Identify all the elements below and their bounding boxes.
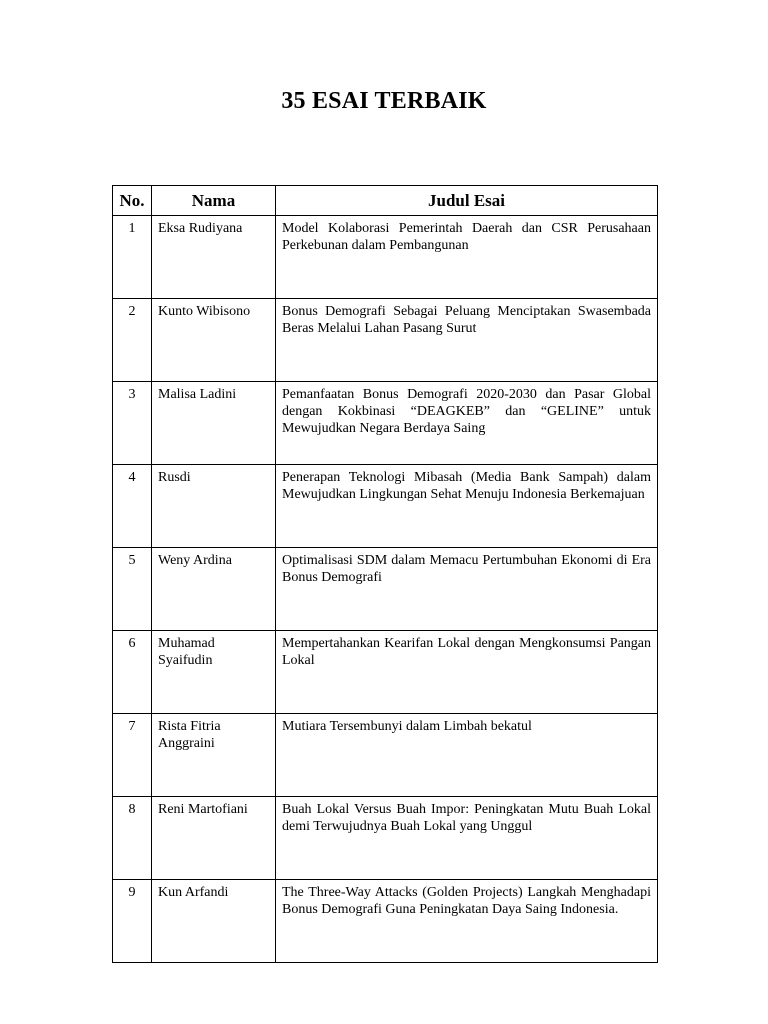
row-number: 6 xyxy=(113,631,152,714)
table-row xyxy=(113,216,658,299)
author-name: Kunto Wibisono xyxy=(152,299,276,382)
header-name: Nama xyxy=(152,186,276,216)
author-name: Rusdi xyxy=(152,465,276,548)
table-row xyxy=(113,548,658,631)
essay-title: Buah Lokal Versus Buah Impor: Peningkatan Mutu Buah Lokal demi Terwujudnya Buah Lokal yang Unggul xyxy=(276,797,658,880)
essay-title: The Three-Way Attacks (Golden Projects) Langkah Menghadapi Bonus Demografi Guna Peningkatan Daya Saing Indonesia. xyxy=(276,880,658,963)
row-number: 8 xyxy=(113,797,152,880)
table-row xyxy=(113,382,658,465)
table-header-row xyxy=(113,186,658,216)
author-name: Muhamad Syaifudin xyxy=(152,631,276,714)
row-number: 3 xyxy=(113,382,152,465)
essay-title: Optimalisasi SDM dalam Memacu Pertumbuhan Ekonomi di Era Bonus Demografi xyxy=(276,548,658,631)
header-title: Judul Esai xyxy=(276,186,658,216)
table-row xyxy=(113,631,658,714)
essay-title: Penerapan Teknologi Mibasah (Media Bank Sampah) dalam Mewujudkan Lingkungan Sehat Menuju Indonesia Berkemajuan xyxy=(276,465,658,548)
row-number: 2 xyxy=(113,299,152,382)
essay-title: Mutiara Tersembunyi dalam Limbah bekatul xyxy=(276,714,658,797)
row-number: 7 xyxy=(113,714,152,797)
table-row xyxy=(113,797,658,880)
author-name: Kun Arfandi xyxy=(152,880,276,963)
essay-title: Model Kolaborasi Pemerintah Daerah dan CSR Perusahaan Perkebunan dalam Pembangunan xyxy=(276,216,658,299)
row-number: 4 xyxy=(113,465,152,548)
table-row xyxy=(113,714,658,797)
essay-table xyxy=(112,185,658,963)
table-row xyxy=(113,880,658,963)
author-name: Rista Fitria Anggraini xyxy=(152,714,276,797)
essay-title: Bonus Demografi Sebagai Peluang Menciptakan Swasembada Beras Melalui Lahan Pasang Surut xyxy=(276,299,658,382)
row-number: 1 xyxy=(113,216,152,299)
author-name: Reni Martofiani xyxy=(152,797,276,880)
author-name: Weny Ardina xyxy=(152,548,276,631)
row-number: 9 xyxy=(113,880,152,963)
header-no: No. xyxy=(113,186,152,216)
row-number: 5 xyxy=(113,548,152,631)
author-name: Eksa Rudiyana xyxy=(152,216,276,299)
table-row xyxy=(113,299,658,382)
table-row xyxy=(113,465,658,548)
page-title: 35 ESAI TERBAIK xyxy=(281,88,487,114)
essay-title: Mempertahankan Kearifan Lokal dengan Mengkonsumsi Pangan Lokal xyxy=(276,631,658,714)
author-name: Malisa Ladini xyxy=(152,382,276,465)
essay-title: Pemanfaatan Bonus Demografi 2020-2030 dan Pasar Global dengan Kokbinasi “DEAGKEB” dan “GELINE” untuk Mewujudkan Negara Berdaya Saing xyxy=(276,382,658,465)
